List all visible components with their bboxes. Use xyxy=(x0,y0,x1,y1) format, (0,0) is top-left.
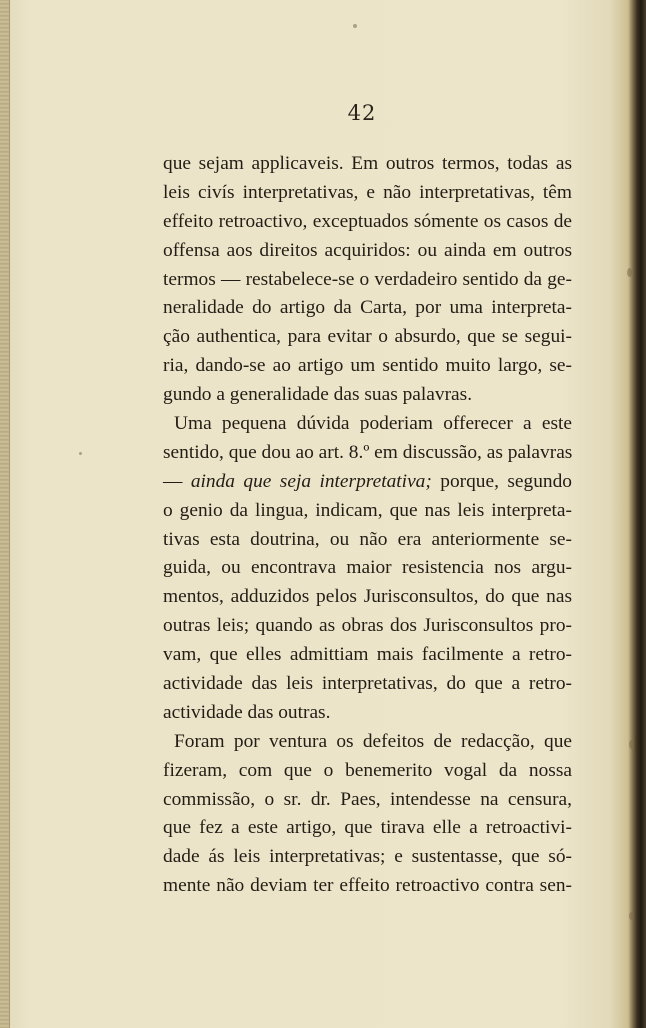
text-line: tivas esta doutrina, ou não era anteriormente se- xyxy=(163,528,572,550)
text-line: ria, dando-se ao artigo um sentido muito largo, se- xyxy=(163,355,572,377)
text-line: actividade das outras. xyxy=(163,701,331,723)
text-line: leis civís interpretativas, e não interpretativas, têm xyxy=(163,181,572,203)
text-line: o genio da lingua, indicam, que nas leis interpreta- xyxy=(163,499,572,521)
paragraph-2 xyxy=(163,410,572,728)
text-run: porque, segundo xyxy=(431,470,572,492)
text-line: neralidade do artigo da Carta, por uma interpreta- xyxy=(163,297,572,319)
ink-speck xyxy=(629,740,634,749)
text-line: que sejam applicaveis. Em outros termos, todas as xyxy=(163,153,572,174)
text-line: outras leis; quando as obras dos Jurisconsultos pro- xyxy=(163,615,572,637)
page-left-edge xyxy=(0,0,10,1028)
ink-speck xyxy=(79,452,82,455)
text-line xyxy=(163,468,572,497)
body-text xyxy=(163,150,572,901)
text-line: fizeram, com que o benemerito vogal da nossa xyxy=(163,759,572,781)
text-line: gundo a generalidade das suas palavras. xyxy=(163,384,473,406)
page-number: 42 xyxy=(347,101,377,125)
text-line: actividade das leis interpretativas, do que a retro- xyxy=(163,673,572,695)
text-line: sentido, que dou ao art. 8.º em discussão, as palavras xyxy=(163,441,573,463)
text-run: — xyxy=(163,470,191,492)
text-line: ção authentica, para evitar o absurdo, que se segui- xyxy=(163,326,572,348)
text-line: dade ás leis interpretativas; e sustentasse, que só- xyxy=(163,846,572,868)
text-line: Foram por ventura os defeitos de redacção, que xyxy=(174,730,572,752)
paragraph-3 xyxy=(163,728,572,901)
text-line: vam, que elles admittiam mais facilmente a retro- xyxy=(163,644,572,666)
book-binding-edge xyxy=(632,0,646,1028)
text-line: guida, ou encontrava maior resistencia nos argu- xyxy=(163,557,572,579)
ink-speck xyxy=(629,912,634,920)
text-line: offensa aos direitos acquiridos: ou ainda em outros xyxy=(163,239,572,261)
text-line: que fez a este artigo, que tirava elle a retroactivi- xyxy=(163,817,572,839)
italic-phrase: ainda que seja interpretativa; xyxy=(190,470,432,492)
ink-speck xyxy=(627,268,632,277)
text-line: mente não deviam ter effeito retroactivo contra sen- xyxy=(163,875,572,897)
text-line: effeito retroactivo, exceptuados sómente os casos de xyxy=(163,210,572,232)
text-line: mentos, adduzidos pelos Jurisconsultos, do que nas xyxy=(163,586,572,608)
text-line: commissão, o sr. dr. Paes, intendesse na censura, xyxy=(163,788,572,810)
paragraph-1 xyxy=(163,150,572,410)
ink-speck xyxy=(353,24,357,28)
text-line: Uma pequena dúvida poderiam offerecer a este xyxy=(174,413,572,435)
text-line: termos — restabelece-se o verdadeiro sentido da ge- xyxy=(163,268,572,290)
